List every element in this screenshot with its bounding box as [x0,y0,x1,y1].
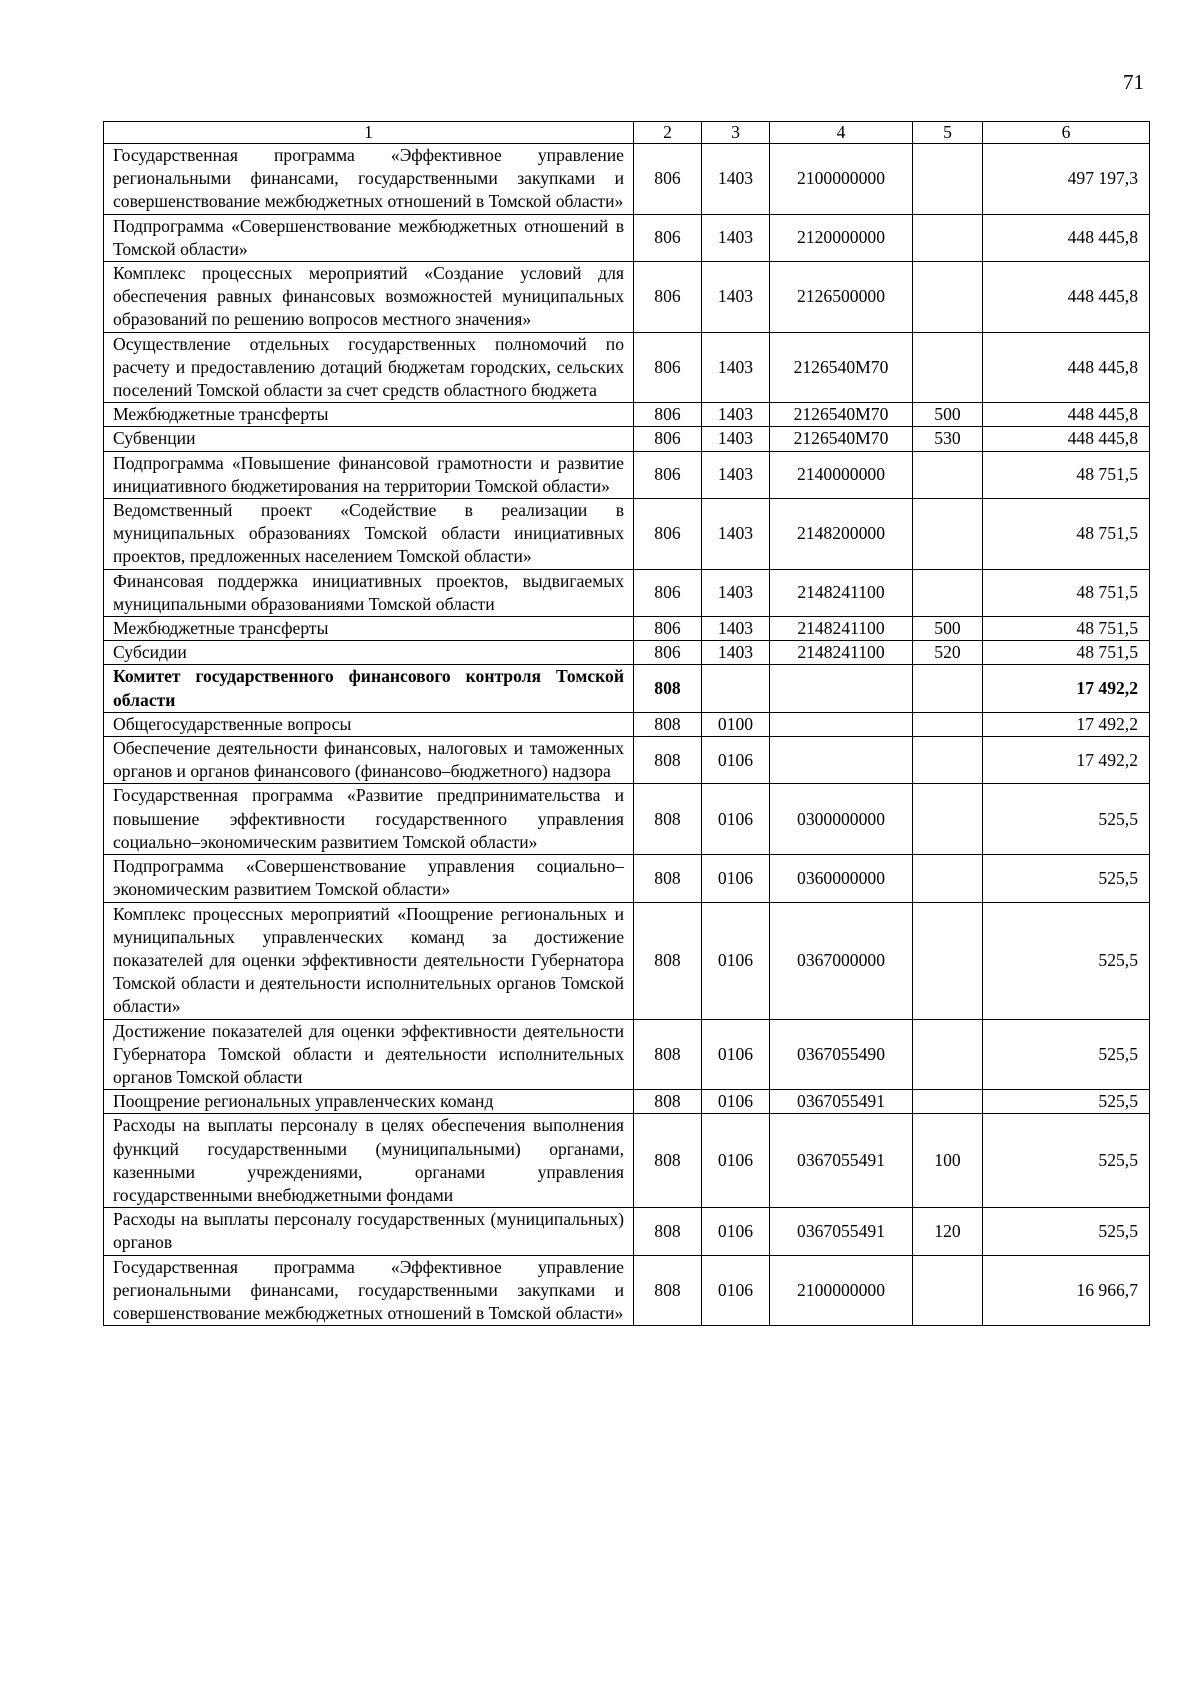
row-target-cell: 2148200000 [770,499,913,570]
row-section-cell: 1403 [702,144,770,215]
row-section-cell: 0106 [702,1114,770,1208]
row-amount-cell: 497 197,3 [983,144,1150,215]
row-name-cell: Комплекс процессных мероприятий «Создание условий для обеспечения равных финансовых возможностей муниципальных образований по решению вопросов местного значения» [104,262,634,333]
row-expense-type-cell: 500 [913,617,983,641]
table-row [104,214,1150,261]
row-target-cell: 0367055491 [770,1208,913,1255]
table-row [104,1090,1150,1114]
row-section-cell: 1403 [702,214,770,261]
row-section-cell: 1403 [702,499,770,570]
row-expense-type-cell [913,712,983,736]
table-row [104,569,1150,616]
table-row [104,737,1150,784]
row-amount-cell: 17 492,2 [983,712,1150,736]
table-row [104,1019,1150,1090]
row-code-cell: 808 [634,1114,702,1208]
row-section-cell: 1403 [702,427,770,451]
row-code-cell: 806 [634,427,702,451]
row-amount-cell: 17 492,2 [983,665,1150,712]
row-target-cell: 2140000000 [770,451,913,498]
table-header-row [104,122,1150,144]
row-code-cell: 808 [634,665,702,712]
row-section-cell [702,665,770,712]
row-name-cell: Подпрограмма «Совершенствование управления социально–экономическим развитием Томской области» [104,855,634,902]
table-row [104,784,1150,855]
row-expense-type-cell: 520 [913,641,983,665]
row-amount-cell: 48 751,5 [983,641,1150,665]
row-expense-type-cell [913,451,983,498]
row-name-cell: Государственная программа «Эффективное управление региональными финансами, государственными закупками и совершенствование межбюджетных отношений в Томской области» [104,144,634,215]
row-code-cell: 806 [634,451,702,498]
row-name-cell: Поощрение региональных управленческих команд [104,1090,634,1114]
table-row [104,855,1150,902]
table-row [104,617,1150,641]
row-name-cell: Финансовая поддержка инициативных проектов, выдвигаемых муниципальными образованиями Томской области [104,569,634,616]
row-amount-cell: 448 445,8 [983,332,1150,403]
row-name-cell: Осуществление отдельных государственных полномочий по расчету и предоставлению дотаций бюджетам городских, сельских поселений Томской области за счет средств областного бюджета [104,332,634,403]
header-cell-4: 4 [770,122,913,144]
row-target-cell [770,712,913,736]
row-code-cell: 806 [634,569,702,616]
row-expense-type-cell [913,144,983,215]
row-code-cell: 806 [634,144,702,215]
row-expense-type-cell [913,1019,983,1090]
row-target-cell: 0367000000 [770,902,913,1019]
page-number: 71 [1123,70,1144,94]
header-cell-3: 3 [702,122,770,144]
row-name-cell: Субвенции [104,427,634,451]
row-section-cell: 1403 [702,403,770,427]
row-expense-type-cell [913,855,983,902]
row-section-cell: 1403 [702,451,770,498]
row-target-cell: 0360000000 [770,855,913,902]
row-name-cell: Субсидии [104,641,634,665]
row-section-cell: 1403 [702,262,770,333]
row-code-cell: 808 [634,855,702,902]
table-row [104,427,1150,451]
row-target-cell: 2126540М70 [770,403,913,427]
row-section-cell: 1403 [702,569,770,616]
row-expense-type-cell [913,784,983,855]
row-section-cell: 1403 [702,332,770,403]
row-expense-type-cell [913,665,983,712]
row-expense-type-cell: 500 [913,403,983,427]
row-name-cell: Расходы на выплаты персоналу государственных (муниципальных) органов [104,1208,634,1255]
row-expense-type-cell [913,902,983,1019]
row-section-cell: 0106 [702,737,770,784]
row-target-cell: 0300000000 [770,784,913,855]
row-name-cell: Комплекс процессных мероприятий «Поощрение региональных и муниципальных управленческих команд за достижение показателей для оценки эффективности деятельности Губернатора Томской области и деятельности исполнительных органов Томской области» [104,902,634,1019]
row-code-cell: 806 [634,617,702,641]
row-section-cell: 0106 [702,902,770,1019]
row-amount-cell: 525,5 [983,784,1150,855]
header-cell-5: 5 [913,122,983,144]
row-code-cell: 806 [634,641,702,665]
row-amount-cell: 525,5 [983,902,1150,1019]
row-expense-type-cell [913,332,983,403]
row-expense-type-cell [913,214,983,261]
row-target-cell [770,737,913,784]
row-code-cell: 806 [634,262,702,333]
row-code-cell: 806 [634,214,702,261]
row-amount-cell: 525,5 [983,1114,1150,1208]
row-code-cell: 808 [634,784,702,855]
row-target-cell: 0367055491 [770,1090,913,1114]
row-amount-cell: 48 751,5 [983,569,1150,616]
row-code-cell: 806 [634,403,702,427]
row-expense-type-cell [913,1255,983,1326]
row-name-cell: Государственная программа «Эффективное управление региональными финансами, государственными закупками и совершенствование межбюджетных отношений в Томской области» [104,1255,634,1326]
header-cell-2: 2 [634,122,702,144]
table-row [104,262,1150,333]
header-cell-6: 6 [983,122,1150,144]
row-code-cell: 806 [634,332,702,403]
table-row [104,499,1150,570]
table-row [104,665,1150,712]
header-cell-1: 1 [104,122,634,144]
table-row [104,1114,1150,1208]
row-amount-cell: 17 492,2 [983,737,1150,784]
row-amount-cell: 48 751,5 [983,451,1150,498]
table-row [104,712,1150,736]
table-row [104,641,1150,665]
row-code-cell: 808 [634,902,702,1019]
row-target-cell: 2148241100 [770,569,913,616]
row-section-cell: 0106 [702,1208,770,1255]
row-section-cell: 1403 [702,617,770,641]
row-name-cell: Подпрограмма «Повышение финансовой грамотности и развитие инициативного бюджетирования на территории Томской области» [104,451,634,498]
row-amount-cell: 16 966,7 [983,1255,1150,1326]
row-name-cell: Достижение показателей для оценки эффективности деятельности Губернатора Томской области и деятельности исполнительных органов Томской области [104,1019,634,1090]
row-expense-type-cell [913,569,983,616]
row-name-cell: Расходы на выплаты персоналу в целях обеспечения выполнения функций государственными (муниципальными) органами, казенными учреждениями, органами управления государственными внебюджетными фондами [104,1114,634,1208]
row-amount-cell: 525,5 [983,1090,1150,1114]
row-code-cell: 808 [634,1090,702,1114]
row-section-cell: 0106 [702,1090,770,1114]
budget-table [103,121,1150,1326]
row-section-cell: 0106 [702,784,770,855]
row-code-cell: 808 [634,1255,702,1326]
row-amount-cell: 448 445,8 [983,262,1150,333]
row-target-cell: 2148241100 [770,617,913,641]
row-name-cell: Межбюджетные трансферты [104,617,634,641]
table-row [104,902,1150,1019]
row-expense-type-cell [913,262,983,333]
row-name-cell: Общегосударственные вопросы [104,712,634,736]
table-row [104,1255,1150,1326]
row-amount-cell: 48 751,5 [983,499,1150,570]
row-amount-cell: 48 751,5 [983,617,1150,641]
row-target-cell [770,665,913,712]
row-expense-type-cell: 120 [913,1208,983,1255]
row-expense-type-cell [913,499,983,570]
row-expense-type-cell [913,737,983,784]
row-code-cell: 808 [634,1019,702,1090]
row-name-cell: Ведомственный проект «Содействие в реализации в муниципальных образованиях Томской области инициативных проектов, предложенных населением Томской области» [104,499,634,570]
row-section-cell: 0100 [702,712,770,736]
row-target-cell: 2100000000 [770,1255,913,1326]
row-amount-cell: 448 445,8 [983,427,1150,451]
row-target-cell: 2100000000 [770,144,913,215]
row-code-cell: 806 [634,499,702,570]
row-name-cell: Комитет государственного финансового контроля Томской области [104,665,634,712]
row-section-cell: 0106 [702,1019,770,1090]
row-amount-cell: 448 445,8 [983,403,1150,427]
row-amount-cell: 448 445,8 [983,214,1150,261]
row-name-cell: Государственная программа «Развитие предпринимательства и повышение эффективности государственного управления социально–экономическим развитием Томской области» [104,784,634,855]
row-target-cell: 2126500000 [770,262,913,333]
row-code-cell: 808 [634,737,702,784]
table-row [104,144,1150,215]
table-row [104,1208,1150,1255]
row-code-cell: 808 [634,712,702,736]
table-body [104,122,1150,1326]
row-name-cell: Подпрограмма «Совершенствование межбюджетных отношений в Томской области» [104,214,634,261]
row-target-cell: 2120000000 [770,214,913,261]
row-section-cell: 0106 [702,855,770,902]
row-expense-type-cell [913,1090,983,1114]
row-amount-cell: 525,5 [983,855,1150,902]
row-section-cell: 0106 [702,1255,770,1326]
table-row [104,451,1150,498]
row-section-cell: 1403 [702,641,770,665]
table-row [104,332,1150,403]
row-code-cell: 808 [634,1208,702,1255]
row-amount-cell: 525,5 [983,1208,1150,1255]
row-target-cell: 2126540М70 [770,332,913,403]
table-row [104,403,1150,427]
row-name-cell: Обеспечение деятельности финансовых, налоговых и таможенных органов и органов финансового (финансово–бюджетного) надзора [104,737,634,784]
row-expense-type-cell: 100 [913,1114,983,1208]
row-amount-cell: 525,5 [983,1019,1150,1090]
row-name-cell: Межбюджетные трансферты [104,403,634,427]
row-target-cell: 0367055490 [770,1019,913,1090]
row-target-cell: 2126540М70 [770,427,913,451]
row-target-cell: 2148241100 [770,641,913,665]
row-target-cell: 0367055491 [770,1114,913,1208]
row-expense-type-cell: 530 [913,427,983,451]
